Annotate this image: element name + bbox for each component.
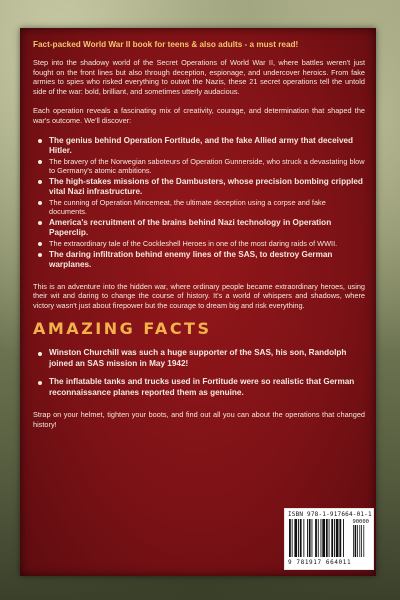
facts-list xyxy=(33,348,365,398)
list-item: The high-stakes missions of the Dambusters, whose precision bombing crippled vital Nazi infrastructure. xyxy=(33,177,365,197)
facts-heading: AMAZING FACTS xyxy=(33,319,212,339)
closing-paragraph: Strap on your helmet, tighten your boots, and find out all you can about the operations that changed history! xyxy=(33,409,365,429)
list-item: The cunning of Operation Mincemeat, the ultimate deception using a corpse and fake documents. xyxy=(33,198,365,217)
list-item: The genius behind Operation Fortitude, and the fake Allied army that deceived Hitler. xyxy=(33,136,365,156)
list-item: The daring infiltration behind enemy lines of the SAS, to destroy German warplanes. xyxy=(33,250,365,270)
operations-list xyxy=(33,136,365,270)
list-item: The bravery of the Norwegian saboteurs of Operation Gunnerside, who struck a devastating blow to Germany's atomic ambitions. xyxy=(33,157,365,176)
barcode-icon xyxy=(289,519,369,559)
discover-paragraph: Each operation reveals a fascinating mix of creativity, courage, and determination that shaped the war's outcome. We'll discover: xyxy=(33,106,365,125)
barcode-digits: 9 781917 664011 xyxy=(288,559,352,566)
isbn-text: ISBN 978-1-917664-01-1 xyxy=(288,511,372,518)
list-item: America's recruitment of the brains behind Nazi technology in Operation Paperclip. xyxy=(33,218,365,238)
adventure-paragraph: This is an adventure into the hidden war, where ordinary people became extraordinary heroes, using their wit and daring to change the course of history. It's a world of whispers and shadows, where victory wasn't just about firepower but the courage to dream big and risk everything. xyxy=(33,281,365,310)
back-cover-text xyxy=(33,40,365,439)
barcode-addon: 90000 xyxy=(352,519,369,525)
list-item: The inflatable tanks and trucks used in Fortitude were so realistic that German reconnaissance planes reported them as genuine. xyxy=(33,377,365,398)
headline: Fact-packed World War II book for teens & also adults - a must read! xyxy=(33,40,299,49)
list-item: Winston Churchill was such a huge supporter of the SAS, his son, Randolph joined an SAS mission in May 1942! xyxy=(33,348,365,369)
intro-paragraph: Step into the shadowy world of the Secret Operations of World War II, where battles weren't just fought on the front lines but also through deception, espionage, and undercover heroics. From fake armies to spies who risked everything to outwit the Nazis, these 21 secret operations tell the untold side of the war: bold, brilliant, and sometimes utterly audacious. xyxy=(33,58,365,96)
list-item: The extraordinary tale of the Cockleshell Heroes in one of the most daring raids of WWII. xyxy=(33,239,365,249)
isbn-barcode xyxy=(284,508,374,570)
